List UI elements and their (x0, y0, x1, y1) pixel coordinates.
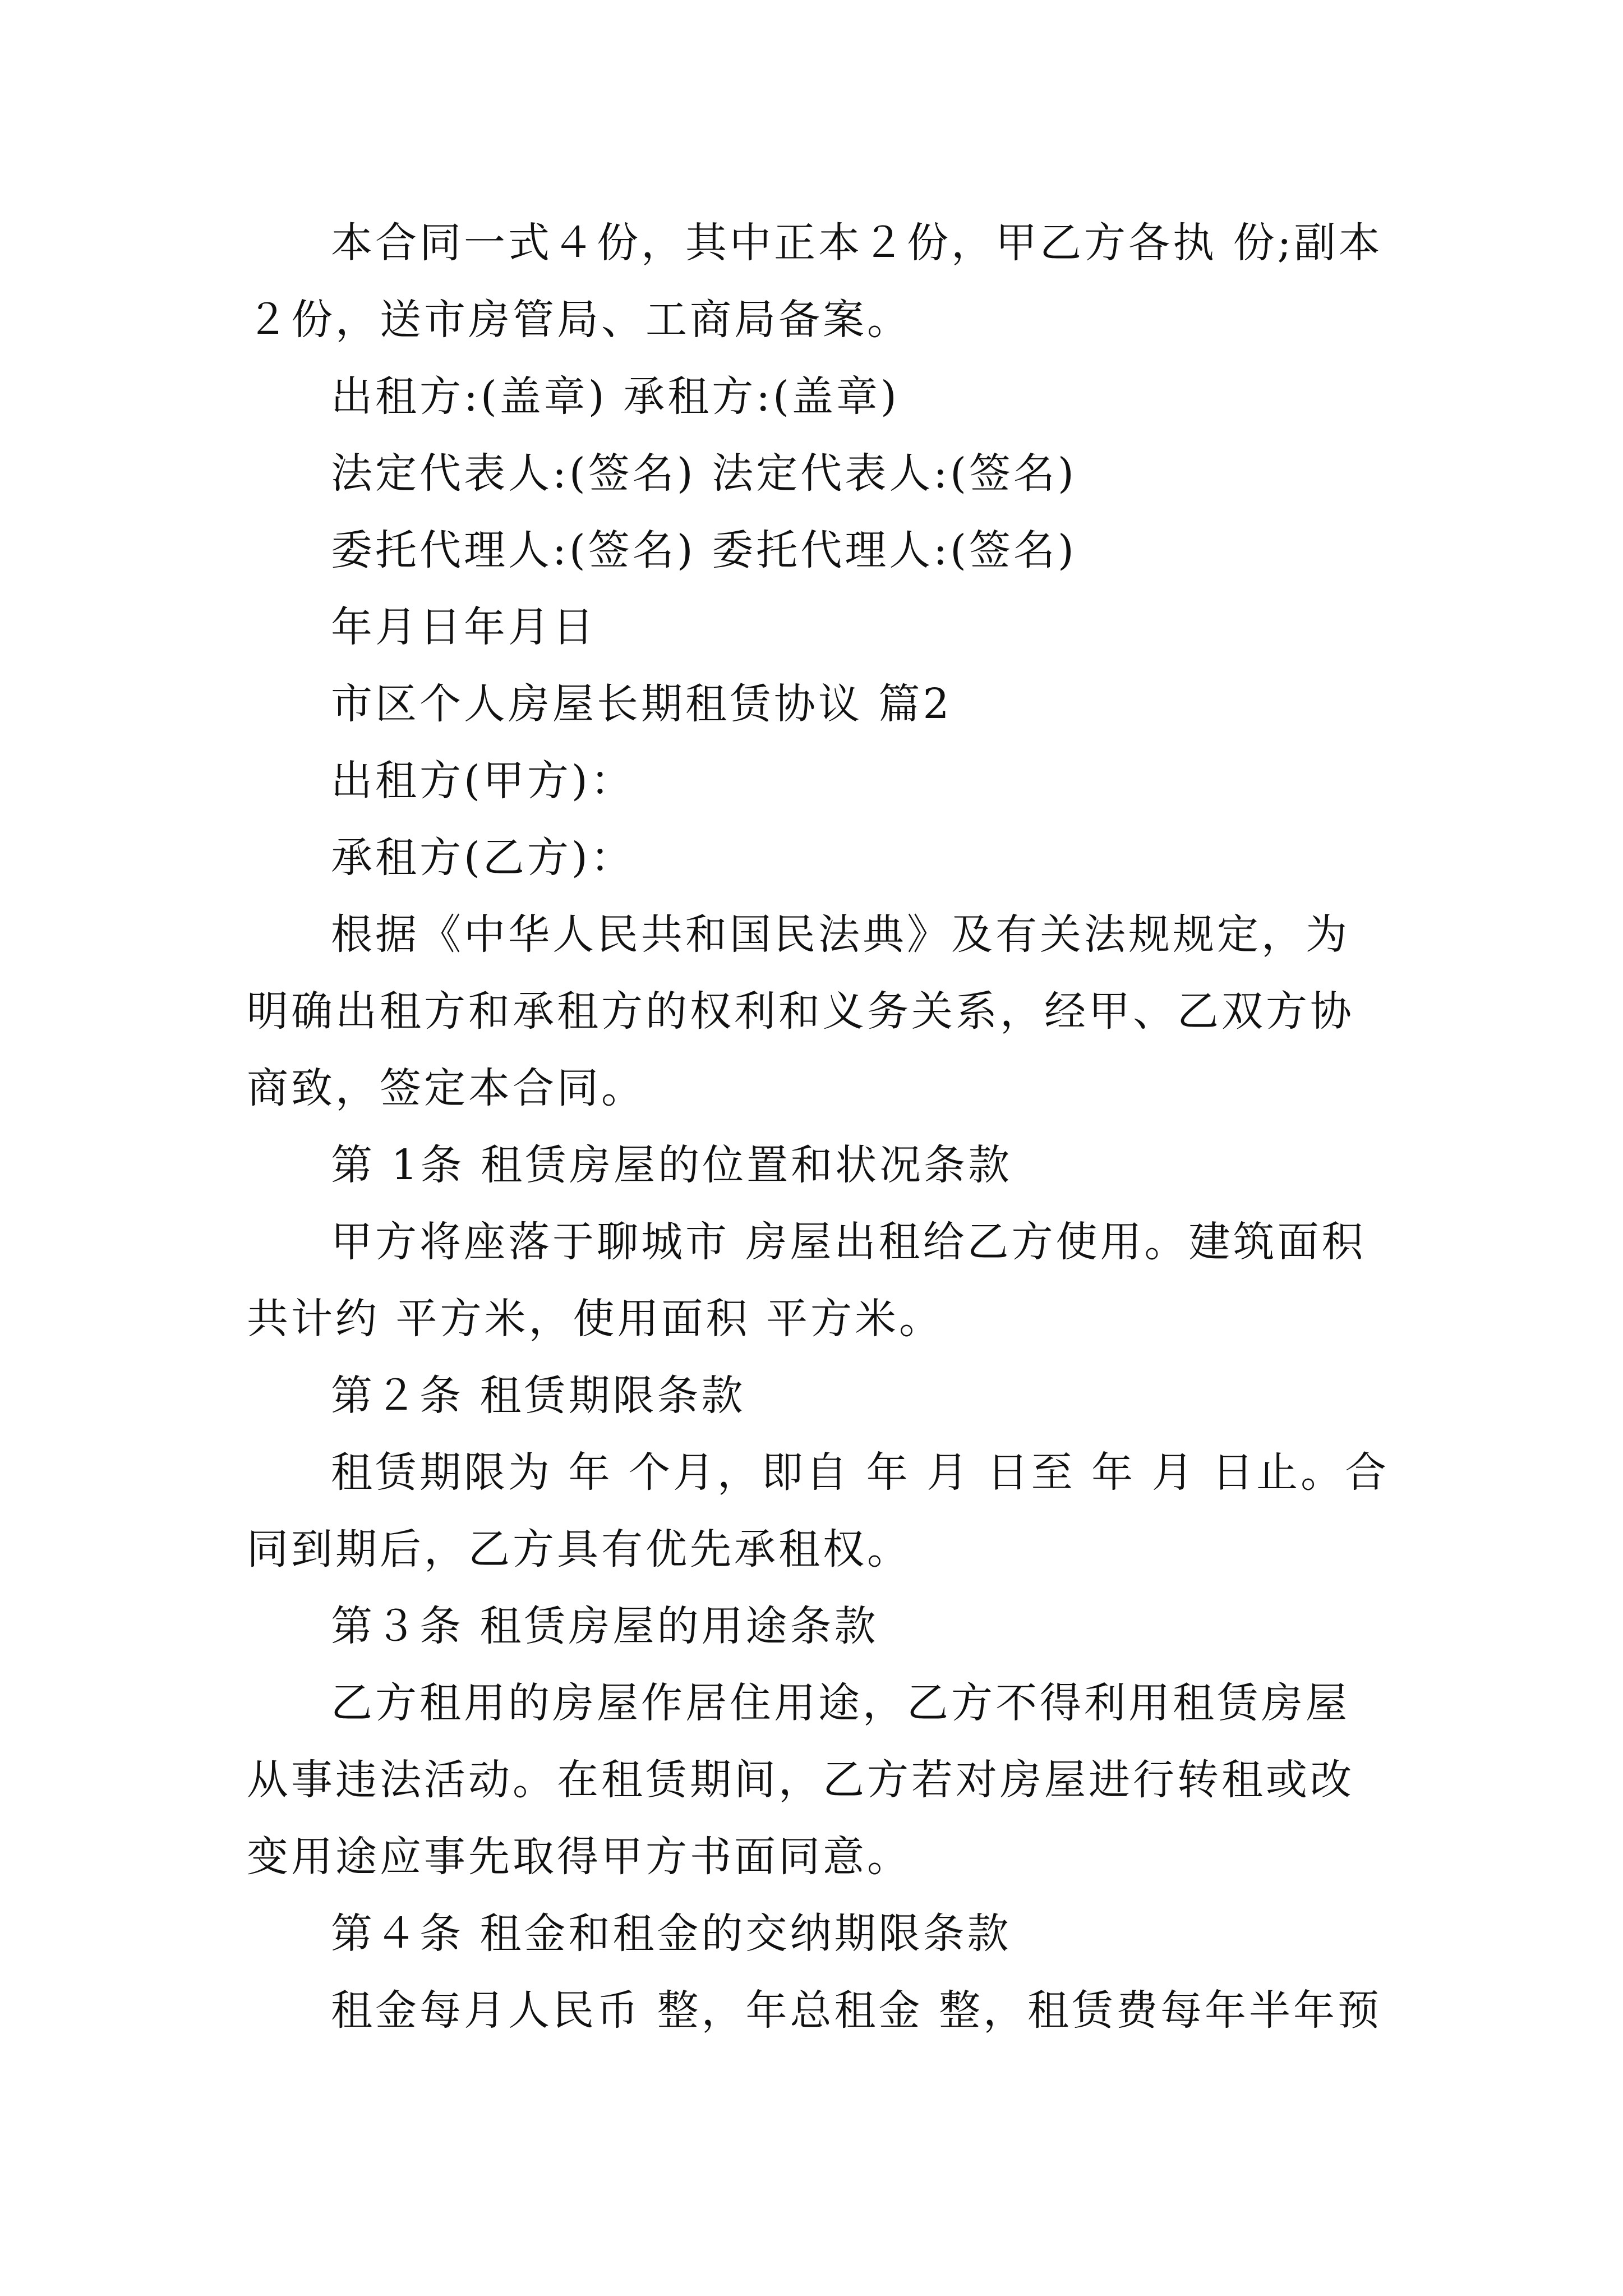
paragraph-legal-rep-line: 法定代表人:(签名) 法定代表人:(签名) (331, 449, 1077, 498)
article-1-body: 甲方将座落于聊城市 房屋出租给乙方使用。建筑面积共计约 平方米，使用面积 平方米。 (247, 1218, 1366, 1343)
paragraph-preamble: 根据《中华人民共和国民法典》及有关法规规定，为明确出租方和承租方的权利和义务关系，经甲、乙双方协商致，签定本合同。 (247, 910, 1354, 1112)
article-4-heading: 第４条 租金和租金的交纳期限条款 (331, 1910, 1012, 1958)
document-body (247, 205, 1391, 2049)
article-2-body: 租赁期限为 年 个月，即自 年 月 日至 年 月 日止。合同到期后，乙方具有优先承租权。 (247, 1448, 1390, 1573)
article-3-body: 乙方租用的房屋作居住用途，乙方不得利用租赁房屋从事违法活动。在租赁期间，乙方若对房屋进行转租或改变用途应事先取得甲方书面同意。 (247, 1679, 1354, 1881)
party-b-line: 承租方(乙方)： (331, 834, 635, 882)
paragraph-copies: 本合同一式４份，其中正本２份，甲乙方各执 份;副本２份，送市房管局、工商局备案。 (247, 219, 1383, 344)
paragraph-seal-line: 出租方:(盖章) 承租方:(盖章) (331, 372, 900, 421)
article-2-heading: 第２条 租赁期限条款 (331, 1372, 746, 1420)
paragraph-date-line: 年月日年月日 (331, 603, 597, 651)
article-1-heading: 第 1条 租赁房屋的位置和状况条款 (331, 1141, 1013, 1189)
section-title: 市区个人房屋长期租赁协议 篇2 (331, 680, 952, 728)
party-a-line: 出租方(甲方)： (331, 757, 635, 805)
article-3-heading: 第３条 租赁房屋的用途条款 (331, 1602, 879, 1650)
article-4-body: 租金每月人民币 整，年总租金 整，租赁费每年半年预 (331, 1986, 1382, 2035)
paragraph-agent-line: 委托代理人:(签名) 委托代理人:(签名) (331, 526, 1077, 574)
